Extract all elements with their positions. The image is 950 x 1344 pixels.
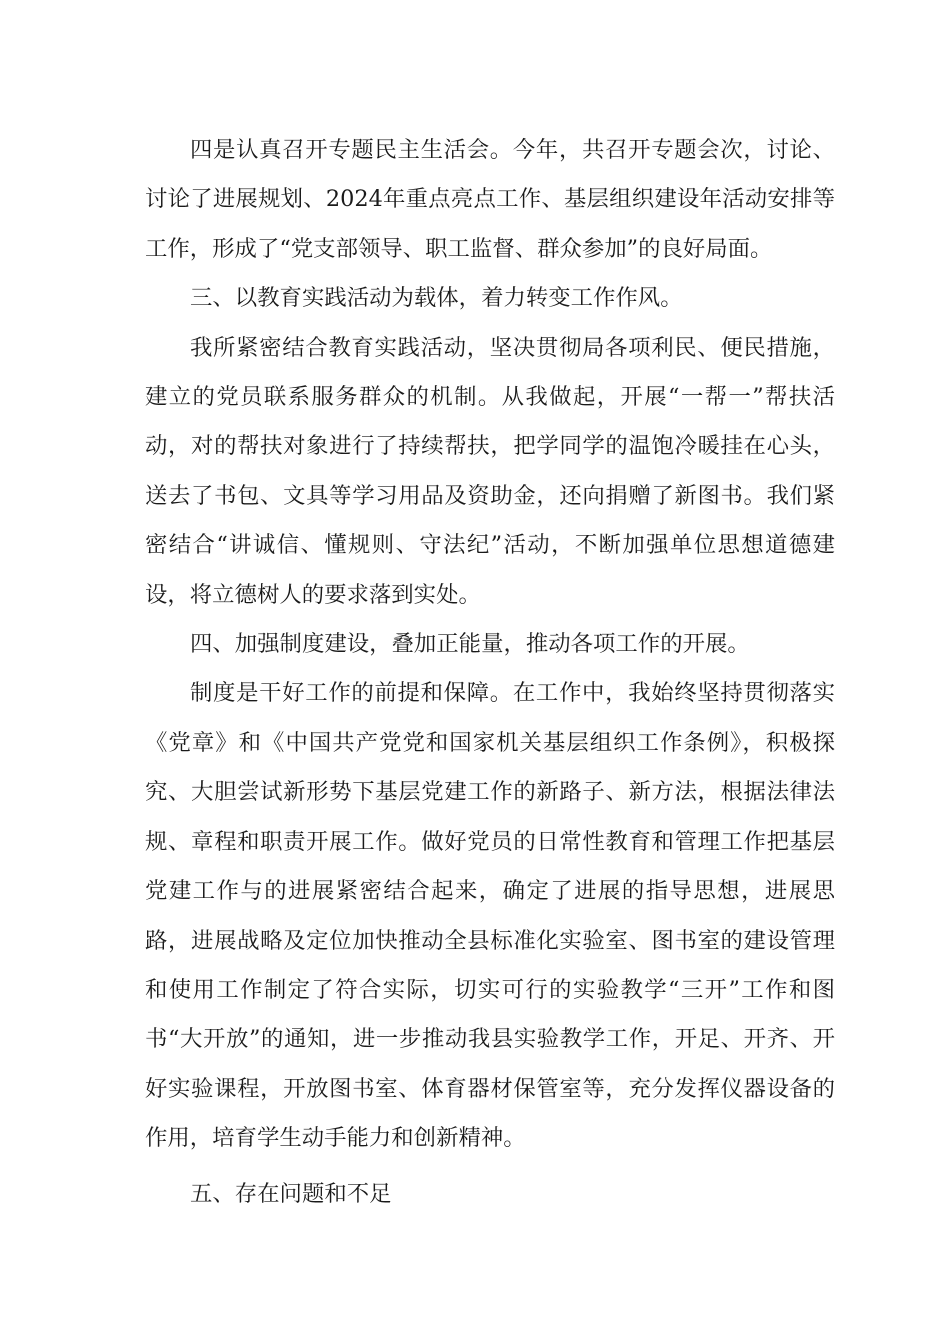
paragraph-system-building: 制度是干好工作的前提和保障。在工作中，我始终坚持贯彻落实《党章》和《中国共产党党和国家机关基层组织工作条例》，积极探究、大胆尝试新形势下基层党建工作的新路子、新方法，根据法律法规、章程和职责开展工作。做好党员的日常性教育和管理工作把基层党建工作与的进展紧密结合起来，确定了进展的指导思想，进展思路，进展战略及定位加快推动全县标准化实验室、图书室的建设管理和使用工作制定了符合实际，切实可行的实验教学“三开”工作和图书“大开放”的通知，进一步推动我县实验教学工作，开足、开齐、开好实验课程，开放图书室、体育器材保管室等，充分发挥仪器设备的作用，培育学生动手能力和创新精神。 — [145, 680, 835, 1152]
section-heading-education-practice: 三、以教育实践活动为载体，着力转变工作作风。 — [190, 285, 683, 312]
paragraph-democratic-life-meeting: 四是认真召开专题民主生活会。今年，共召开专题会次，讨论、讨论了进展规划、2024年重点亮点工作、基层组织建设年活动安排等工作，形成了“党支部领导、职工监督、群众参加”的良好局面。 — [145, 137, 835, 262]
section-heading-problems: 五、存在问题和不足 — [190, 1180, 392, 1207]
document-body — [145, 126, 835, 1219]
section-heading-system-building: 四、加强制度建设，叠加正能量，推动各项工作的开展。 — [190, 631, 750, 658]
paragraph-education-practice: 我所紧密结合教育实践活动，坚决贯彻局各项利民、便民措施，建立的党员联系服务群众的机制。从我做起，开展“一帮一”帮扶活动，对的帮扶对象进行了持续帮扶，把学同学的温饱冷暖挂在心头，送去了书包、文具等学习用品及资助金，还向捐赠了新图书。我们紧密结合“讲诚信、懂规则、守法纪”活动，不断加强单位思想道德建设，将立德树人的要求落到实处。 — [145, 334, 835, 608]
